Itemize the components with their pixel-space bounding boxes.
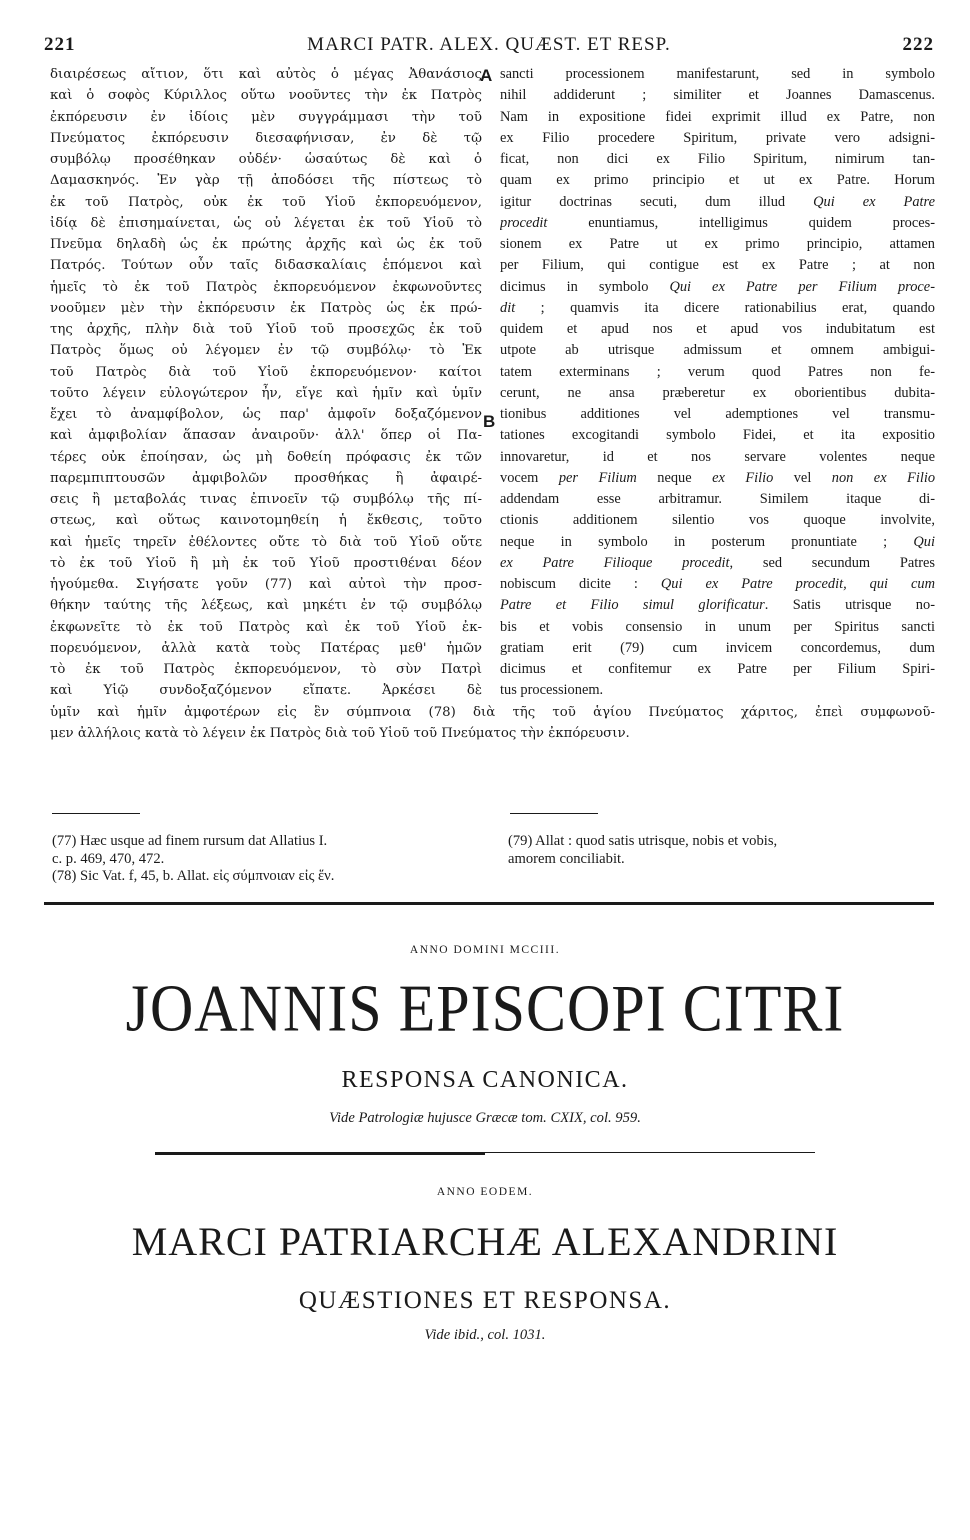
text-line: nobiscum dicite : Qui ex Patre procedit, qui cum xyxy=(500,576,935,592)
text-line: Δαμασκηνός. Ἐν γὰρ τῇ ἀποδόσει τῆς πίστεως τὸ xyxy=(50,173,482,189)
text-line: ex Filio procedere Spiritum, private vero adsigni- xyxy=(500,129,935,146)
text-line: ἔχει τὸ ἀναμφίβολον, ὡς παρ' ἀμφοῖν δοξαζόμενον xyxy=(50,407,482,422)
text-line: θήκην ταύτης τῆς λέξεως, καὶ μηκέτι ἐν τῷ συμβόλῳ xyxy=(50,598,482,614)
section2-subtitle: QUÆSTIONES ET RESPONSA. xyxy=(298,1287,672,1314)
section2-anno: ANNO EODEM. xyxy=(436,1186,534,1198)
text-line: nihil addiderunt ; similiter et Joannes Damascenus. xyxy=(500,87,935,104)
text-line: tationes excogitandi symbolo Fidei, et ita expositio xyxy=(500,427,935,444)
text-line: Πατρός. Τούτων οὖν ταῖς διδασκαλίαις ἑπόμενοι καὶ xyxy=(50,258,482,274)
text-line: νοοῦμεν μὲν τὴν ἐκπόρευσιν ἐκ Πατρὸς ὡς ἐκ πρώ- xyxy=(50,300,482,316)
text-line: Nam in expositione fidei exprimit illud ex Patre, non xyxy=(500,108,935,125)
footnote-line: (77) Hæc usque ad finem rursum dat Allatius I. xyxy=(52,833,328,849)
text-line: procedit enuntiamus, intelligimus quidem proces- xyxy=(500,214,935,231)
text-line: utpote ab utrisque admissum et omnem ambigui- xyxy=(500,342,935,359)
text-line: dicimus in symbolo Qui ex Patre per Filium proce- xyxy=(500,278,935,295)
text-line: innovaretur, id et nos servare volentes neque xyxy=(500,448,935,465)
text-line: igitur doctrinas secuti, dum illud Qui ex Patre xyxy=(500,193,935,210)
text-line: tionibus additiones vel ademptiones vel transmu- xyxy=(500,406,935,422)
text-line: tus processionem. xyxy=(500,682,604,699)
text-line: ἰδίᾳ δὲ ἐπισημαίνεται, ὡς οὐ λέγεται ἐκ τοῦ Υἱοῦ τὸ xyxy=(50,215,482,231)
section2-title: MARCI PATRIARCHÆ ALEXANDRINI xyxy=(131,1219,839,1264)
text-line: cerunt, ne ansa præberetur ex oborientibus dubita- xyxy=(500,384,935,401)
footnotes-right xyxy=(508,833,938,868)
margin-mark-a: A xyxy=(480,66,493,85)
text-line: ἐκπόρευσιν ἐν ἰδίοις μὲν συγγράμμασι τὴν τοῦ xyxy=(50,109,482,125)
text-line: καὶ ἀμφιβολίαν ἅπασαν ἀναιροῦν· ἀλλ' ὅπερ οἱ Πα- xyxy=(50,428,482,444)
text-line: ficat, non dici ex Filio Spiritum, nimirum tan- xyxy=(500,151,935,167)
text-line: ex Patre Filioque procedit, sed secundum Patres xyxy=(500,554,935,571)
latin-text-column xyxy=(500,64,935,702)
section1-subtitle: RESPONSA CANONICA. xyxy=(341,1067,629,1093)
text-line: Πνεῦμα δηλαδὴ ὡς ἐκ πρώτης ἀρχῆς καὶ ὡς ἐκ τοῦ xyxy=(50,237,482,252)
text-line: ἡμεῖς τὸ ἐκ τοῦ Πατρὸς ἐκπορευόμενον ἐκφωνοῦντες xyxy=(50,279,482,295)
text-line: καὶ ἡμεῖς τηρεῖν ἐθέλοντες οὔτε τὸ διὰ τοῦ Υἱοῦ οὔτε xyxy=(50,534,482,550)
text-line: ἐκφωνεῖτε τὸ ἐκ τοῦ Πατρὸς καὶ ἐκ τοῦ Υἱοῦ ἐκ- xyxy=(50,619,482,635)
text-line: Πνεύματος ἐκπόρευσιν διεσαφήνισαν, ἐν δὲ τῷ xyxy=(50,130,482,146)
section-rule-left xyxy=(155,1152,485,1155)
page-number-left: 221 xyxy=(44,34,76,55)
greek-text-column xyxy=(50,64,482,702)
text-line: της ἀρχῆς, πλὴν διὰ τοῦ Υἱοῦ τοῦ προσεχῶς ἐκ τοῦ xyxy=(50,322,482,337)
section1-title: JOANNIS EPISCOPI CITRI xyxy=(125,971,845,1046)
text-line: τοῦτο λέγειν εὐλογώτερον ἦν, εἴγε καὶ ἡμῖν καὶ ὑμῖν xyxy=(50,385,482,401)
text-line: dit ; quamvis ita dicere rationabilius erat, quando xyxy=(500,299,935,316)
footnote-line: (79) Allat : quod satis utrisque, nobis et vobis, xyxy=(508,833,778,849)
text-line: πορευόμενον, ἀλλὰ κατὰ τοὺς Πατέρας μεθ' ἡμῶν xyxy=(50,640,482,656)
full-width-line: μεν ἀλλήλοις κατὰ τὸ λέγειν ἐκ Πατρὸς διὰ τοῦ Υἱοῦ τοῦ Πνεύματος τὴν ἐκπόρευσιν. xyxy=(50,726,630,741)
text-line: ctionis additionem silentio vos quoque involvite, xyxy=(500,512,935,529)
text-line: τέρες οὐκ ἐποίησαν, ὡς μὴ δοθείη πρόφασις ἐκ τῶν xyxy=(50,449,482,465)
footnote-line: (78) Sic Vat. f, 45, b. Allat. εἰς σύμπνοιαν εἰς ἕν. xyxy=(52,868,335,884)
text-line: tatem exterminans ; verum quod Patres non fe- xyxy=(500,363,935,380)
text-line: σεις ἢ μεταβολάς τινας ἐπινοεῖν τῷ συμβόλῳ τῆς πί- xyxy=(50,492,482,507)
section-rule-right xyxy=(485,1152,815,1153)
page-number-right: 222 xyxy=(902,34,934,55)
full-width-line: ὑμῖν καὶ ἡμῖν ἀμφοτέρων εἰς ἓν σύμπνοια (78) διὰ τῆς τοῦ ἁγίου Πνεύματος χάριτος, ἐπεὶ συμφωνοῦ- xyxy=(50,705,935,720)
text-line: addendam esse arbitramur. Similem itaque di- xyxy=(500,491,935,507)
text-line: ἐκ τοῦ Πατρὸς, οὐκ ἐκ τοῦ Υἱοῦ ἐκπορευόμενον, xyxy=(50,194,482,210)
text-line: vocem per Filium neque ex Filio vel non ex Filio xyxy=(500,469,935,486)
text-line: καὶ Υἱῷ συνδοξαζόμενον εἴπατε. Ἀρκέσει δὲ xyxy=(50,683,482,699)
running-head xyxy=(44,34,934,60)
text-line: dicimus et confitemur ex Patre per Filium Spiri- xyxy=(500,661,935,677)
footnote-line: amorem conciliabit. xyxy=(508,850,625,867)
text-line: quam ex primo principio et ut ex Patre. Horum xyxy=(500,172,935,189)
footnote-line: c. p. 469, 470, 472. xyxy=(52,850,165,867)
section2-reference: Vide ibid., col. 1031. xyxy=(424,1327,546,1343)
margin-mark-b: B xyxy=(483,412,496,431)
text-line: Πατρὸς ὅμως οὐ λέγομεν ἐν τῷ συμβόλῳ· τὸ Ἐκ xyxy=(50,343,482,359)
text-line: Patre et Filio simul glorificatur. Satis utrisque no- xyxy=(500,597,935,614)
footnote-rule-left xyxy=(52,813,140,814)
section1-reference: Vide Patrologiæ hujusce Græcæ tom. CXIX, col. 959. xyxy=(329,1110,641,1126)
text-line: neque in symbolo in posterum pronuntiate ; Qui xyxy=(500,533,935,550)
running-title: MARCI PATR. ALEX. QUÆST. ET RESP. xyxy=(307,34,671,55)
text-line: bis et vobis consensio in unum per Spiritus sancti xyxy=(500,618,935,635)
section-rule-top xyxy=(44,902,934,905)
text-line: τὸ ἐκ τοῦ Υἱοῦ ἢ μὴ ἐκ τοῦ Υἱοῦ προστιθέναι δέον xyxy=(50,555,482,571)
text-line: συμβόλῳ προσέθηκαν οὐδέν· ὡσαύτως δὲ καὶ ὁ xyxy=(50,152,482,167)
text-line: καὶ ὁ σοφὸς Κύριλλος οὕτω νοοῦντες τὴν ἐκ Πατρὸς xyxy=(50,88,482,104)
text-line: στεως, καὶ οὕτως καινοτομηθείη ἡ ἔκθεσις, τοῦτο xyxy=(50,513,482,529)
text-line: τὸ ἐκ τοῦ Πατρὸς ἐκπορευόμενον, τὸ σὺν Πατρὶ xyxy=(50,662,482,677)
footnotes-left xyxy=(52,833,482,886)
text-line: παρεμπιπτουσῶν ἀμφιβολῶν προσθήκας ἢ ἀφαιρέ- xyxy=(50,470,482,486)
text-line: ἡγούμεθα. Σιγήσατε γοῦν (77) καὶ αὐτοὶ τὴν προσ- xyxy=(50,577,482,592)
text-line: gratiam erit (79) cum invicem concordemus, dum xyxy=(500,639,935,656)
footnote-rule-right xyxy=(510,813,598,814)
section1-anno: ANNO DOMINI MCCIII. xyxy=(409,944,561,956)
text-line: quidem et apud nos et apud vos indubitatum est xyxy=(500,321,935,337)
text-line: sancti processionem manifestarunt, sed in symbolo xyxy=(500,66,935,82)
text-line: τοῦ Πατρὸς διὰ τοῦ Υἱοῦ ἐκπορευόμενον· καίτοι xyxy=(50,364,482,380)
text-line: διαιρέσεως αἴτιον, ὅτι καὶ αὐτὸς ὁ μέγας Ἀθανάσιος xyxy=(50,67,482,82)
text-line: sionem ex Patre ut ex primo principio, attamen xyxy=(500,236,935,252)
text-line: per Filium, qui contigue est ex Patre ; at non xyxy=(500,257,935,274)
